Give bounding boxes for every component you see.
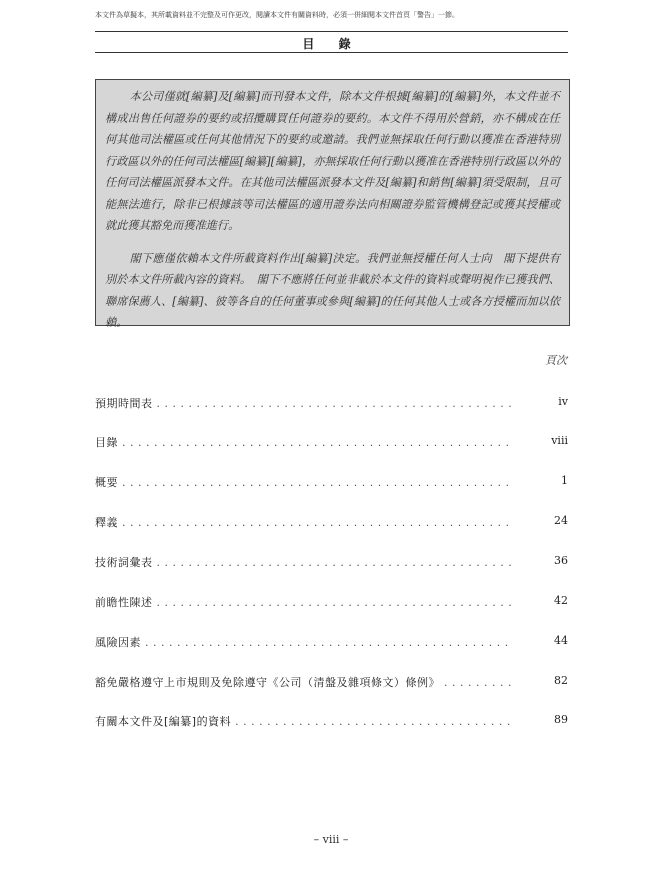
toc-page-number: 1 (561, 474, 568, 487)
notice-paragraph-1: 本公司僅就[編纂]及[編纂]而刊發本文件，除本文件根據[編纂]的[編纂]外，本文件並不構成出售任何證券的要約或招攬購買任何證券的要約。本文件不得用於營銷，亦不構成在任何其他司法權區或任何其他情況下的要約或邀請。我們並無採取任何行動以獲准在香港特別行政區以外的任何司法權區[編纂][編纂]，亦無採取任何行動以獲准在香港特別行政區以外的任何司法權區派發本文件。在其他司法權區派發本文件及[編纂]和銷售[編纂]須受限制，且可能無法進行，除非已根據該等司法權區的適用證券法向相關證券監管機構登記或獲其授權或就此獲其豁免而獲准進行。 (105, 90, 560, 232)
toc-page-number: 44 (554, 634, 568, 647)
toc-entry-timetable[interactable] (95, 395, 568, 411)
title-rule (95, 52, 568, 53)
toc-label: 前瞻性陳述 . . . (95, 594, 513, 610)
toc-label: 有關本文件及[編纂]的資料 . . . (95, 713, 513, 729)
toc-entry-glossary[interactable] (95, 554, 568, 570)
draft-warning: 本文件為草擬本，其所載資料並不完整及可作更改，閱讀本文件有關資料時，必須一併細閱本文件首頁「警告」一節。 (95, 11, 459, 19)
toc-entry-contents[interactable] (95, 434, 568, 450)
toc-label: 技術詞彙表 . . . (95, 554, 513, 570)
toc-page-number: 89 (554, 713, 568, 726)
toc-label: 風險因素 . . . (95, 634, 513, 650)
toc-page-number: viii (551, 434, 568, 447)
toc-page-number: 82 (554, 674, 568, 687)
toc-label: 釋義 . . . (95, 514, 513, 530)
page-title: 目 錄 (302, 37, 361, 51)
notice-paragraph-2: 閣下應僅依賴本文件所載資料作出[編纂]決定。我們並無授權任何人士向 閣下提供有別於本文件所載內容的資料。 閣下不應將任何並非載於本文件的資料或聲明視作已獲我們、聯席保薦人、[編纂]、彼等各自的任何董事或參與[編纂]的任何其他人士或各方授權而加以依賴。 (105, 251, 560, 329)
toc-entry-summary[interactable] (95, 474, 568, 490)
top-rule (95, 31, 568, 32)
toc-label: 豁免嚴格遵守上市規則及免除遵守《公司（清盤及雜項條文）條例》 . . . (95, 674, 513, 690)
page-number-footer: – viii – (313, 833, 349, 846)
toc-page-number: iv (558, 395, 568, 408)
toc-label: 預期時間表 . . . (95, 395, 513, 411)
toc-entry-forward-looking[interactable] (95, 594, 568, 610)
toc-entry-waivers[interactable] (95, 674, 568, 690)
toc-entry-risk-factors[interactable] (95, 634, 568, 650)
toc-label: 目錄 . . . (95, 434, 513, 450)
toc-page-number: 42 (554, 594, 568, 607)
page-column-heading: 頁次 (545, 354, 567, 367)
toc-entry-document-info[interactable] (95, 713, 568, 729)
toc-page-number: 24 (554, 514, 568, 527)
toc-label: 概要 . . . (95, 474, 513, 490)
toc-entry-definitions[interactable] (95, 514, 568, 530)
toc-page-number: 36 (554, 554, 568, 567)
notice-box (95, 79, 570, 329)
